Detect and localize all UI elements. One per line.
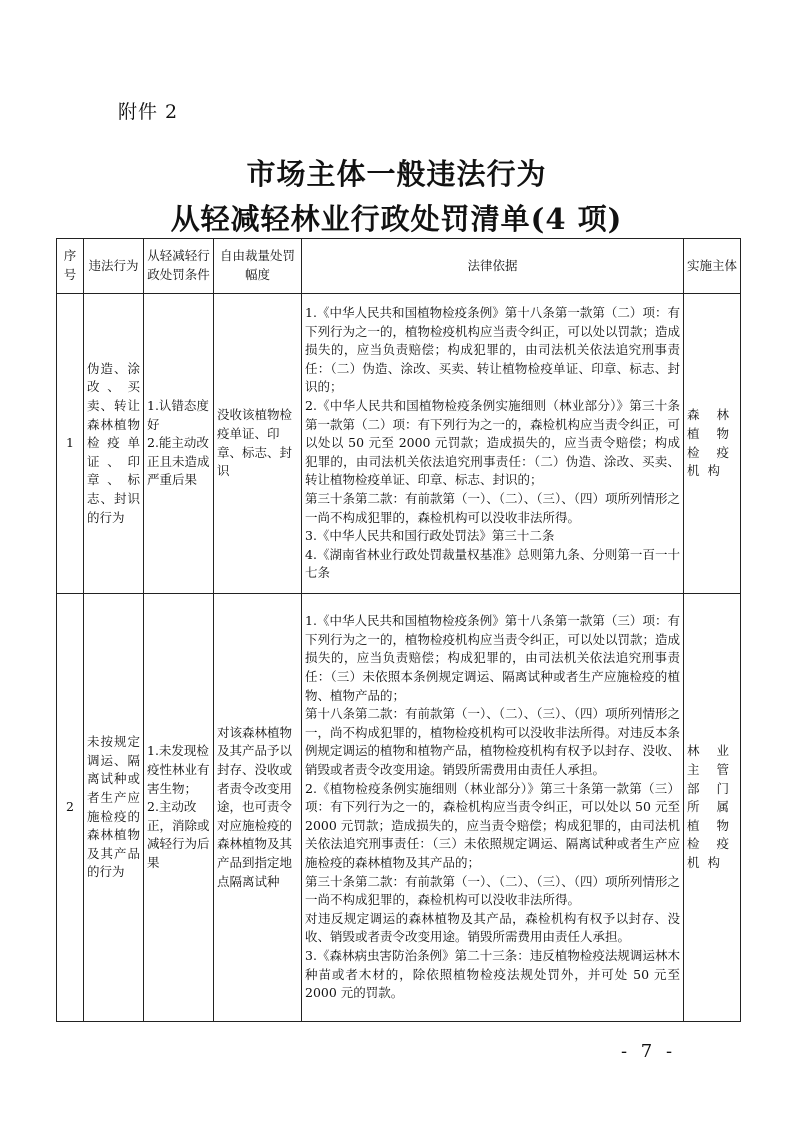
penalty-range: 没收该植物检疫单证、印章、标志、封识 xyxy=(214,294,302,594)
header-penalty: 自由裁量处罚幅度 xyxy=(214,239,302,294)
mitigation-conditions: 1.认错态度好 2.能主动改正且未造成严重后果 xyxy=(144,294,214,594)
basis-paragraph: 3.《中华人民共和国行政处罚法》第三十二条 xyxy=(305,528,555,544)
basis-paragraph: 3.《森林病虫害防治条例》第二十三条：违反植物检疫法规调运林木种苗或者木材的，除依照植物检疫法规处罚外，并可处 50 元至 2000 元的罚款。 xyxy=(305,947,680,1001)
basis-paragraph: 对违反规定调运的森林植物及其产品，森检机构有权予以封存、没收、销毁或者责令改变用途。销毁所需费用由责任人承担。 xyxy=(305,910,680,945)
attachment-label: 附件 2 xyxy=(118,101,179,123)
basis-paragraph: 1.《中华人民共和国植物检疫条例》第十八条第一款第（二）项：有下列行为之一的，植物检疫机构应当责令纠正，可以处以罚款；造成损失的，应当负责赔偿；构成犯罪的，由司法机关依法追究刑事责任：（二）伪造、涂改、买卖、转让植物检疫单证、印章、标志、封识的； xyxy=(305,305,681,395)
penalty-range: 对该森林植物及其产品予以封存、没收或者责令改变用途，也可责令对应施检疫的森林植物及其产品到指定地点隔离试种 xyxy=(214,594,302,1022)
header-cond: 从轻减轻行政处罚条件 xyxy=(144,239,214,294)
row-number: 1 xyxy=(57,294,84,594)
table-row xyxy=(57,294,741,594)
basis-paragraph: 4.《湖南省林业行政处罚裁量权基准》总则第九条、分则第一百一十七条 xyxy=(305,546,680,581)
violation-act: 伪造、涂改、买卖、转让森林植物检疫单证、印章、标志、封识的行为 xyxy=(84,294,144,594)
violation-act: 未按规定调运、隔离试种或者生产应施检疫的森林植物及其产品的行为 xyxy=(84,594,144,1022)
table-header-row xyxy=(57,239,741,294)
header-act: 违法行为 xyxy=(84,239,144,294)
legal-basis xyxy=(302,594,684,1022)
basis-paragraph: 第三十条第二款：有前款第（一）、（二）、（三）、（四）项所列情形之一尚不构成犯罪的，森检机构可以没收非法所得。 xyxy=(305,873,681,908)
header-no: 序号 xyxy=(57,239,84,294)
header-basis: 法律依据 xyxy=(302,239,684,294)
enforcement-agency: 林业主管部门所属植物检疫机构 xyxy=(684,594,741,1022)
basis-paragraph: 2.《植物检疫条例实施细则（林业部分）》第三十条第一款第（三）项：有下列行为之一的，森检机构应当责令纠正，可以处以 50 元至 2000 元罚款；造成损失的，应当责令赔偿；构成犯罪的，由司法机关依法追究刑事责任：（三）未依照规定调运、隔离试种或者生产应施检疫的森林植物及其产品的； xyxy=(305,780,680,870)
penalty-table xyxy=(56,238,741,1022)
table-row xyxy=(57,594,741,1022)
page-subtitle: 从轻减轻林业行政处罚清单(4 项) xyxy=(170,202,623,236)
basis-paragraph: 第十八条第二款：有前款第（一）、（二）、（三）、（四）项所列情形之一，尚不构成犯罪的，植物检疫机构可以没收非法所得。对违反本条例规定调运的植物和植物产品，植物检疫机构有权予以封存、没收、销毁或者责令改变用途。销毁所需费用由责任人承担。 xyxy=(305,706,681,778)
header-org: 实施主体 xyxy=(684,239,741,294)
basis-paragraph: 2.《中华人民共和国植物检疫条例实施细则（林业部分）》第三十条第一款第（二）项：有下列行为之一的，森检机构应当责令纠正，可以处以 50 元至 2000 元罚款；造成损失的，应当责令赔偿；构成犯罪的，由司法机关依法追究刑事责任：（二）伪造、涂改、买卖、转让植物检疫单证、印章、标志、封识的； xyxy=(305,398,681,488)
mitigation-conditions: 1.未发现检疫性林业有害生物； 2.主动改正，消除或减轻行为后果 xyxy=(144,594,214,1022)
page-title: 市场主体一般违法行为 xyxy=(246,157,547,191)
legal-basis xyxy=(302,294,684,594)
basis-paragraph: 第三十条第二款：有前款第（一）、（二）、（三）、（四）项所列情形之一尚不构成犯罪的，森检机构可以没收非法所得。 xyxy=(305,490,681,525)
page-number: - 7 - xyxy=(621,1041,677,1062)
basis-paragraph: 1.《中华人民共和国植物检疫条例》第十八条第一款第（三）项：有下列行为之一的，植物检疫机构应当责令纠正，可以处以罚款；造成损失的，应当负责赔偿；构成犯罪的，由司法机关依法追究刑事责任：（三）未依照本条例规定调运、隔离试种或者生产应施检疫的植物、植物产品的； xyxy=(305,613,681,703)
row-number: 2 xyxy=(57,594,84,1022)
enforcement-agency: 森林植物检疫机构 xyxy=(684,294,741,594)
